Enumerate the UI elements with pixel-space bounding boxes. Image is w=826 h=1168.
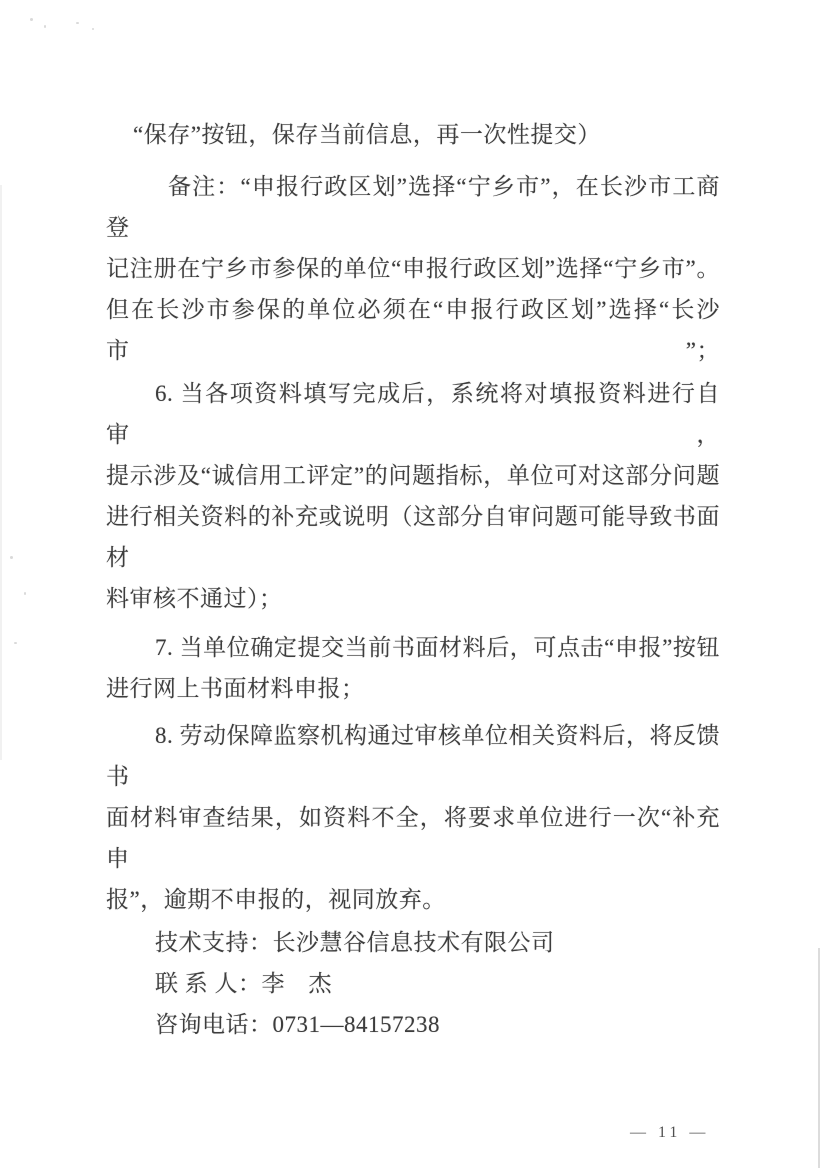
- line-item6-3: 进行相关资料的补充或说明（这部分自审问题可能导致书面材: [106, 504, 720, 570]
- line-contact-person: 联 系 人：李 杰: [155, 971, 332, 996]
- line-remark-3: 但在长沙市参保的单位必须在“申报行政区划”选择“长沙市”；: [106, 297, 720, 363]
- line-item7-1: 7. 当单位确定提交当前书面材料后，可点击“申报”按钮: [155, 635, 720, 660]
- scan-speck: [24, 592, 26, 595]
- scan-edge-right: [818, 948, 820, 1168]
- document-body: [106, 114, 720, 1045]
- line-item8-1: 8. 劳动保障监察机构通过审核单位相关资料后，将反馈书: [106, 723, 720, 789]
- line-remark-1: 备注：“申报行政区划”选择“宁乡市”，在长沙市工商登: [106, 174, 720, 240]
- scan-speck: [44, 25, 46, 28]
- line-item6-2: 提示涉及“诚信用工评定”的问题指标，单位可对这部分问题: [106, 463, 720, 488]
- line-item8-3: 报”，逾期不申报的，视同放弃。: [106, 887, 446, 912]
- line-item8-2: 面材料审查结果，如资料不全，将要求单位进行一次“补充申: [106, 805, 720, 871]
- line-phone: 咨询电话：0731—84157238: [155, 1012, 440, 1037]
- scan-speck: [92, 28, 94, 30]
- scan-speck: [14, 642, 17, 644]
- page-number: — 11 —: [630, 1124, 710, 1141]
- scan-edge-left: [0, 185, 2, 760]
- scan-speck: [30, 18, 33, 21]
- scan-speck: [10, 556, 13, 559]
- line-tech-support: 技术支持：长沙慧谷信息技术有限公司: [155, 930, 555, 955]
- line-item6-1: 6. 当各项资料填写完成后，系统将对填报资料进行自审，: [106, 381, 720, 447]
- line-item7-2: 进行网上书面材料申报；: [106, 676, 365, 701]
- line-item6-4: 料审核不通过）；: [106, 586, 283, 611]
- line-save-button-continuation: “保存”按钮，保存当前信息，再一次性提交）: [133, 122, 601, 147]
- scan-speck: [76, 22, 79, 24]
- line-remark-2: 记注册在宁乡市参保的单位“申报行政区划”选择“宁乡市”。: [106, 256, 720, 281]
